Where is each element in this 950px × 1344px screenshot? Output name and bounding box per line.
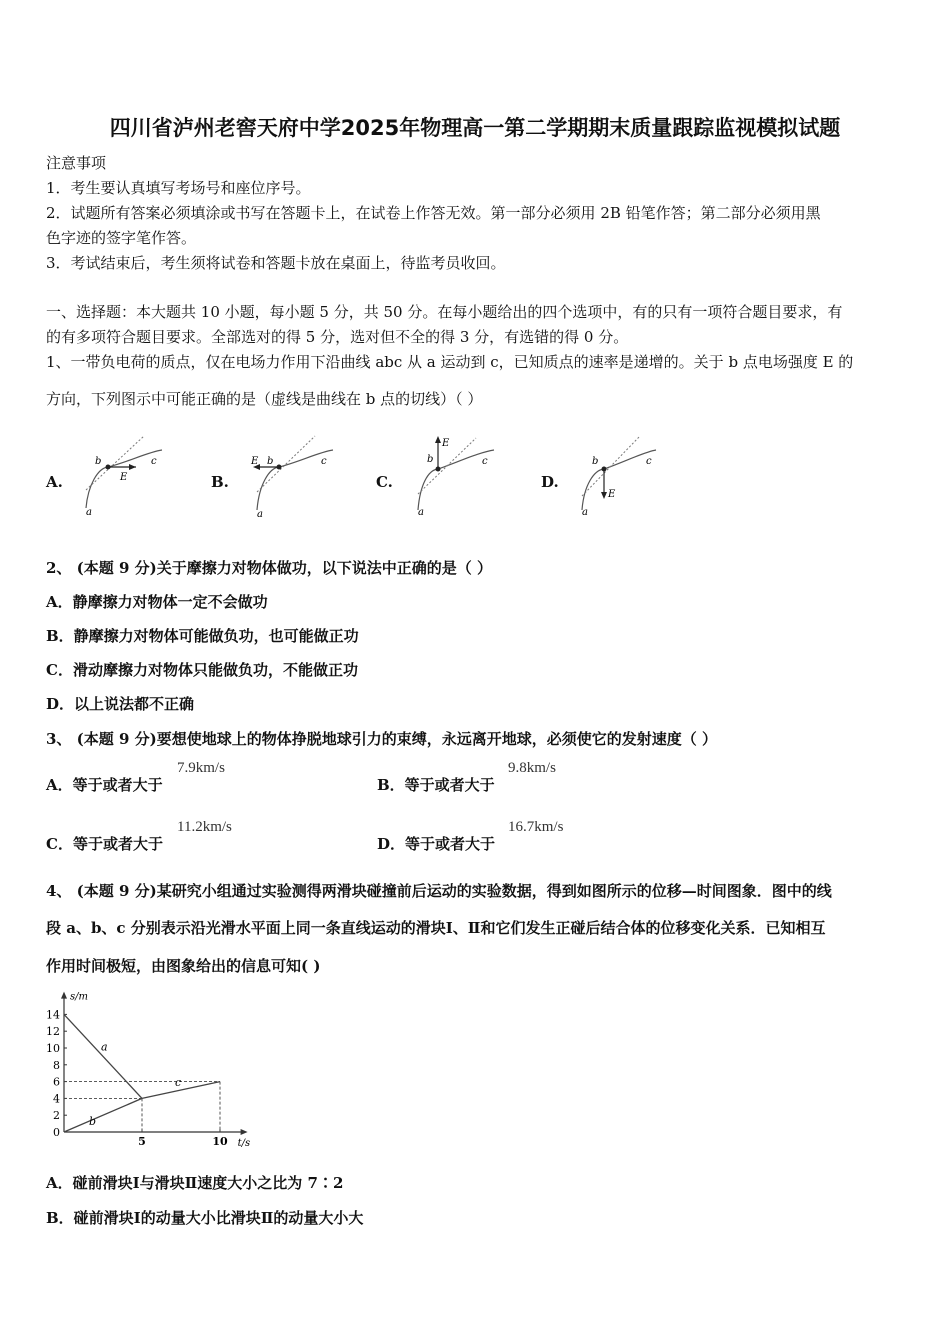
q4-stem: 作用时间极短，由图象给出的信息可知( ): [46, 957, 321, 975]
series-line-b: [64, 1098, 142, 1132]
label-c: c: [151, 456, 157, 467]
q1-stem: 方向，下列图示中可能正确的是（虚线是曲线在 b 点的切线）（ ）: [46, 390, 483, 408]
x-tick-label: 10: [212, 1135, 228, 1148]
notice-item: 2．试题所有答案必须填涂或书写在答题卡上，在试卷上作答无效。第一部分必须用 2B 铅笔作答；第二部分必须用黑: [46, 204, 821, 222]
q1-option-label: D.: [541, 473, 559, 491]
label-E: E: [251, 456, 259, 467]
y-tick-label: 0: [53, 1126, 60, 1139]
notice-heading: 注意事项: [46, 154, 107, 172]
label-b: b: [427, 454, 434, 465]
q1-option-label: B.: [211, 473, 229, 491]
q2-option: A．静摩擦力对物体一定不会做功: [46, 593, 268, 611]
q1-figure-d: [572, 430, 672, 525]
y-tick-label: 10: [46, 1042, 60, 1055]
notice-item: 3．考试结束后，考生须将试卷和答题卡放在桌面上，待监考员收回。: [46, 254, 506, 272]
label-a: a: [86, 507, 92, 518]
x-tick-label: 5: [138, 1135, 146, 1148]
notice-item: 色字迹的签字笔作答。: [46, 229, 197, 247]
q2-stem: 2、 (本题 9 分)关于摩擦力对物体做功，以下说法中正确的是（ ）: [46, 559, 492, 577]
q3-option-label: A．等于或者大于: [46, 776, 163, 794]
q1-figure-a: [78, 430, 178, 525]
q3-option-value: 16.7km/s: [508, 819, 564, 835]
label-b: b: [95, 456, 102, 467]
series-line-a: [64, 1014, 142, 1098]
label-c: c: [646, 456, 652, 467]
series-label-a: a: [101, 1040, 108, 1054]
q1-option-label: C.: [376, 473, 393, 491]
label-E: E: [120, 472, 128, 483]
q4-st-chart: [40, 985, 280, 1150]
y-tick-label: 14: [46, 1008, 60, 1022]
label-c: c: [482, 456, 488, 467]
y-tick-label: 2: [53, 1109, 60, 1123]
q3-option-value: 11.2km/s: [177, 819, 232, 835]
q1-stem: 1、一带负电荷的质点，仅在电场力作用下沿曲线 abc 从 a 运动到 c，已知质点的速率是递增的。关于 b 点电场强度 E 的: [46, 353, 854, 371]
q1-figure-b: [245, 430, 345, 525]
x-axis-arrow: [241, 1129, 248, 1135]
label-c: c: [321, 456, 327, 467]
q3-option-label: D．等于或者大于: [377, 835, 496, 853]
q2-option: D．以上说法都不正确: [46, 695, 195, 713]
q4-option: A．碰前滑块Ⅰ与滑块Ⅱ速度大小之比为 7∶2: [46, 1174, 344, 1192]
y-axis-label: s/m: [70, 991, 88, 1003]
section-intro: 的有多项符合题目要求。全部选对的得 5 分，选对但不全的得 3 分，有选错的得 0 分。: [46, 328, 629, 346]
label-E: E: [608, 489, 616, 500]
q3-option-label: C．等于或者大于: [46, 835, 163, 853]
series-label-c: c: [175, 1076, 182, 1089]
y-tick-label: 12: [46, 1025, 60, 1039]
notice-item: 1．考生要认真填写考场号和座位序号。: [46, 179, 311, 197]
q4-option: B．碰前滑块Ⅰ的动量大小比滑块Ⅱ的动量大小大: [46, 1209, 364, 1227]
q3-stem: 3、 (本题 9 分)要想使地球上的物体挣脱地球引力的束缚，永远离开地球，必须使它的发射速度（ ）: [46, 730, 717, 748]
label-b: b: [267, 456, 274, 467]
y-tick-label: 4: [53, 1092, 60, 1106]
q4-stem: 4、 (本题 9 分)某研究小组通过实验测得两滑块碰撞前后运动的实验数据，得到如图所示的位移—时间图象．图中的线: [46, 882, 832, 900]
q3-option-value: 7.9km/s: [177, 760, 225, 776]
page-title: 四川省泸州老窖天府中学2025年物理高一第二学期期末质量跟踪监视模拟试题: [109, 116, 841, 140]
q4-stem: 段 a、b、c 分别表示沿光滑水平面上同一条直线运动的滑块Ⅰ、Ⅱ和它们发生正碰后结合体的位移变化关系．已知相互: [46, 919, 826, 937]
q3-option-value: 9.8km/s: [508, 760, 556, 776]
series-label-b: b: [89, 1115, 97, 1129]
q3-option-label: B．等于或者大于: [377, 776, 495, 794]
label-a: a: [257, 509, 263, 520]
section-intro: 一、选择题：本大题共 10 小题，每小题 5 分，共 50 分。在每小题给出的四个选项中，有的只有一项符合题目要求，有: [46, 303, 843, 321]
x-axis-label: t/s: [237, 1138, 251, 1149]
label-a: a: [582, 507, 588, 518]
y-axis-arrow: [61, 992, 67, 999]
q1-figure-c: [408, 430, 508, 525]
label-b: b: [592, 456, 599, 467]
y-tick-label: 8: [53, 1058, 60, 1072]
q2-option: C．滑动摩擦力对物体只能做负功，不能做正功: [46, 661, 358, 679]
q1-option-label: A.: [46, 473, 63, 491]
label-a: a: [418, 507, 424, 518]
label-E: E: [442, 438, 450, 449]
q2-option: B．静摩擦力对物体可能做负功，也可能做正功: [46, 627, 359, 645]
y-tick-label: 6: [53, 1075, 60, 1089]
